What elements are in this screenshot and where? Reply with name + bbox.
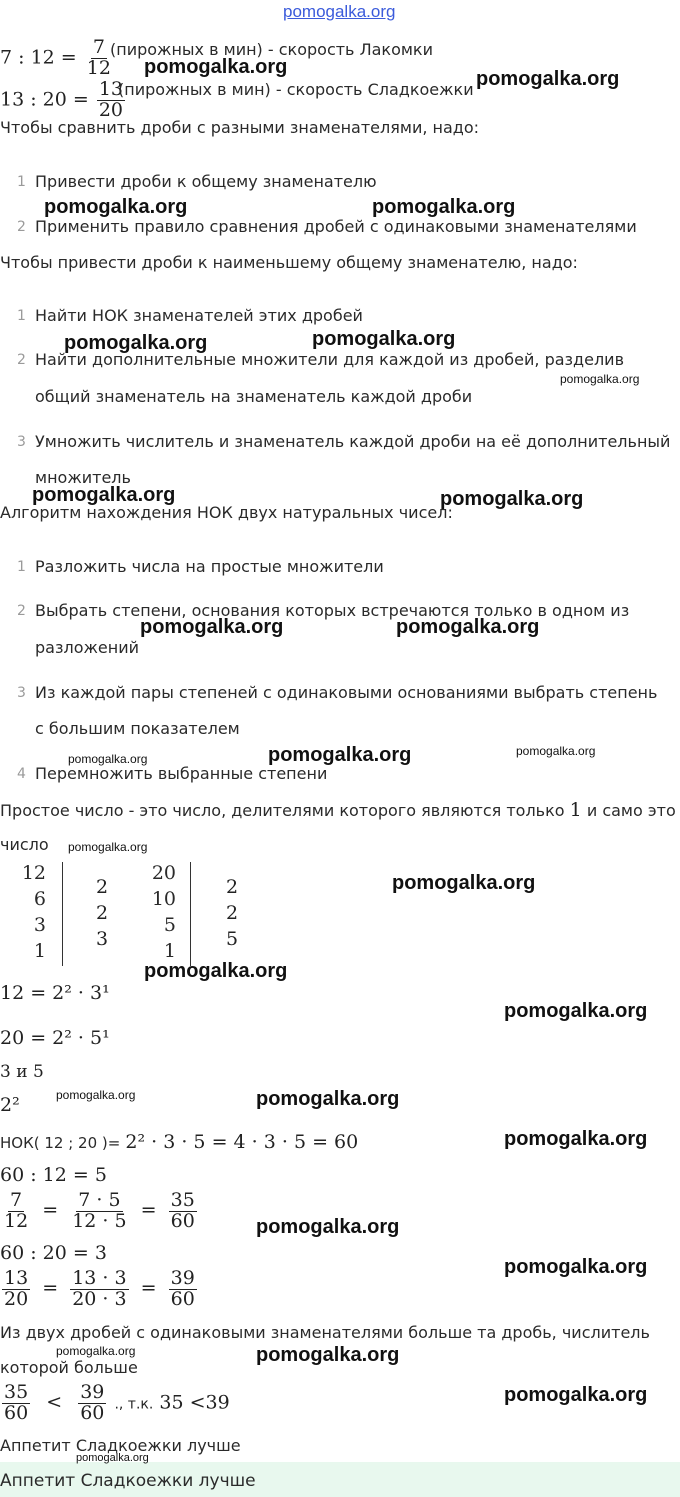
fraction-conversion-2: $\frac{13}{20}$ = $\frac{13 \cdot 3}{20 \cdot 3}$ = $\frac{39}{60}$ <box>4 1267 195 1310</box>
comparison-because: ., т.к. <box>114 1396 154 1413</box>
lcm-step-3-cont: с большим показателем <box>35 719 240 738</box>
watermark: pomogalka.org <box>560 372 640 386</box>
division-1: 60 : 12 = 5 <box>0 1164 107 1186</box>
fraction-den: 20 · 3 <box>72 1287 127 1310</box>
fraction-num: 39 <box>170 1267 195 1289</box>
table-factor: 3 <box>96 928 109 950</box>
step-number: 3 <box>17 685 26 701</box>
fraction-num: 13 <box>98 78 124 100</box>
table-factor: 5 <box>226 928 239 950</box>
table-factor: 2 <box>226 902 239 924</box>
watermark: pomogalka.org <box>476 68 620 90</box>
table-number: 3 <box>33 914 46 936</box>
step-number: 3 <box>17 434 26 450</box>
watermark: pomogalka.org <box>504 1128 648 1150</box>
fraction-num: 7 · 5 <box>78 1189 121 1211</box>
fraction-num: 13 · 3 <box>72 1267 127 1289</box>
fraction <box>169 1269 197 1310</box>
lcd-step-1: Найти НОК знаменателей этих дробей <box>35 306 363 325</box>
answer-box <box>0 1462 680 1497</box>
fraction-den: 20 <box>98 98 124 121</box>
speed-lakomka <box>0 38 115 79</box>
fraction-den: 60 <box>170 1209 195 1232</box>
table-number: 10 <box>151 888 176 910</box>
watermark: pomogalka.org <box>256 1344 400 1366</box>
table-factor: 2 <box>96 902 109 924</box>
expr-sladkoezhka: 13 : 20 = <box>0 88 89 111</box>
fraction-conversion-1: $\frac{7}{12}$ = $\frac{7 \cdot 5}{12 \cdot 5}$ = $\frac{35}{60}$ <box>4 1189 195 1232</box>
lcm-step-2: Выбрать степени, основания которых встречаются только в одном из <box>35 601 630 620</box>
table-factor: 2 <box>226 876 239 898</box>
lcd-step-3-cont: множитель <box>35 468 131 487</box>
step-number: 2 <box>17 352 26 368</box>
three-and-five: 3 и 5 <box>0 1062 44 1082</box>
lcm-step-1: Разложить числа на простые множители <box>35 557 384 576</box>
fraction-den: 60 <box>4 1401 29 1424</box>
watermark: pomogalka.org <box>68 840 148 854</box>
fraction <box>70 1269 128 1310</box>
fraction-num: 39 <box>80 1381 105 1403</box>
watermark: pomogalka.org <box>76 1452 149 1464</box>
fraction-num: 35 <box>170 1189 195 1211</box>
lcd-step-2: Найти дополнительные множители для каждой из дробей, разделив <box>35 350 625 369</box>
step-number: 2 <box>17 603 26 619</box>
watermark: pomogalka.org <box>440 488 584 510</box>
watermark: pomogalka.org <box>396 616 540 638</box>
table-number: 20 <box>151 862 176 884</box>
speed-sladkoezhka <box>0 80 127 121</box>
watermark: pomogalka.org <box>256 1088 400 1110</box>
answer-text: Аппетит Сладкоежки лучше <box>0 1471 256 1491</box>
factorization-20: 20 = 2² · 5¹ <box>0 1027 110 1049</box>
lcm-intro: Алгоритм нахождения НОК двух натуральных чисел: <box>0 503 453 522</box>
watermark: pomogalka.org <box>504 1000 648 1022</box>
prime-def-text-2: и само это <box>586 801 676 820</box>
compare-step-1: Привести дроби к общему знаменателю <box>35 172 377 191</box>
watermark: pomogalka.org <box>256 1216 400 1238</box>
lcm-step-4: Перемножить выбранные степени <box>35 764 328 783</box>
lcd-intro: Чтобы привести дроби к наименьшему общему знаменателю, надо: <box>0 253 578 272</box>
comparison <box>0 1383 230 1424</box>
watermark: pomogalka.org <box>44 196 188 218</box>
fraction-den: 12 <box>86 56 111 79</box>
comparison-tail: 35 <39 <box>159 1391 230 1414</box>
table-divider <box>62 862 63 966</box>
lcd-step-3: Умножить числитель и знаменатель каждой дроби на её дополнительный <box>35 432 671 451</box>
step-number: 1 <box>17 559 26 575</box>
table-number: 1 <box>163 940 176 962</box>
step-number: 2 <box>17 219 26 235</box>
prime-definition-cont: число <box>0 835 49 854</box>
expr-lakomka: 7 : 12 = <box>0 46 77 69</box>
nok-line <box>0 1131 358 1153</box>
watermark: pomogalka.org <box>32 484 176 506</box>
fraction-den: 20 <box>4 1287 29 1310</box>
fraction-num: 7 <box>10 1189 23 1211</box>
watermark: pomogalka.org <box>56 1088 136 1102</box>
rule-text-cont: которой больше <box>0 1358 138 1377</box>
nok-label: НОК( 12 ; 20 )= <box>0 1134 121 1152</box>
watermark: pomogalka.org <box>68 752 148 766</box>
factorization-12: 12 = 2² · 3¹ <box>0 982 110 1004</box>
lcm-step-3: Из каждой пары степеней с одинаковыми основаниями выбрать степень <box>35 683 658 702</box>
watermark: pomogalka.org <box>268 744 412 766</box>
fraction-den: 12 <box>4 1209 29 1232</box>
division-2: 60 : 20 = 3 <box>0 1242 107 1264</box>
fraction <box>78 1383 106 1424</box>
prime-def-one: 1 <box>569 799 582 821</box>
watermark-top[interactable]: pomogalka.org <box>283 2 396 21</box>
fraction-num: 13 <box>4 1267 29 1289</box>
watermark: pomogalka.org <box>144 960 288 982</box>
watermark: pomogalka.org <box>392 872 536 894</box>
watermark: pomogalka.org <box>312 328 456 350</box>
fraction-den: 12 · 5 <box>72 1209 127 1232</box>
fraction <box>2 1383 30 1424</box>
prime-def-text: Простое число - это число, делителями которого являются только <box>0 801 565 820</box>
fraction <box>169 1191 197 1232</box>
watermark: pomogalka.org <box>372 196 516 218</box>
fraction-lakomka <box>85 38 113 79</box>
speed-lakomka-text: (пирожных в мин) - скорость Лакомки <box>110 40 433 59</box>
watermark: pomogalka.org <box>144 56 288 78</box>
prime-definition <box>0 799 676 821</box>
fraction <box>70 1191 128 1232</box>
comparison-sign: < <box>46 1391 63 1414</box>
compare-intro: Чтобы сравнить дроби с разными знаменателями, надо: <box>0 118 480 137</box>
fraction <box>2 1191 30 1232</box>
table-number: 1 <box>33 940 46 962</box>
watermark: pomogalka.org <box>56 1344 136 1358</box>
two-squared: 2² <box>0 1094 20 1116</box>
step-number: 4 <box>17 766 26 782</box>
compare-step-2: Применить правило сравнения дробей с одинаковыми знаменателями <box>35 217 637 236</box>
speed-sladkoezhka-text: (пирожных в мин) - скорость Сладкоежки <box>118 80 474 99</box>
watermark: pomogalka.org <box>516 744 596 758</box>
table-factor: 2 <box>96 876 109 898</box>
nok-expression: 2² · 3 · 5 = 4 · 3 · 5 = 60 <box>125 1131 359 1153</box>
table-number: 5 <box>163 914 176 936</box>
rule-text: Из двух дробей с одинаковыми знаменателями больше та дробь, числитель <box>0 1323 650 1342</box>
table-number: 12 <box>21 862 46 884</box>
conclusion: Аппетит Сладкоежки лучше <box>0 1436 241 1455</box>
table-number: 6 <box>33 888 46 910</box>
table-divider <box>190 862 191 966</box>
lcd-step-2-cont: общий знаменатель на знаменатель каждой дроби <box>35 387 473 406</box>
watermark: pomogalka.org <box>504 1384 648 1406</box>
watermark: pomogalka.org <box>504 1256 648 1278</box>
fraction <box>2 1269 30 1310</box>
step-number: 1 <box>17 308 26 324</box>
watermark: pomogalka.org <box>64 332 208 354</box>
fraction-den: 60 <box>170 1287 195 1310</box>
fraction-num: 35 <box>4 1381 29 1403</box>
watermark: pomogalka.org <box>140 616 284 638</box>
step-number: 1 <box>17 174 26 190</box>
fraction-num: 7 <box>92 36 105 58</box>
lcm-step-2-cont: разложений <box>35 638 139 657</box>
fraction-den: 60 <box>80 1401 105 1424</box>
